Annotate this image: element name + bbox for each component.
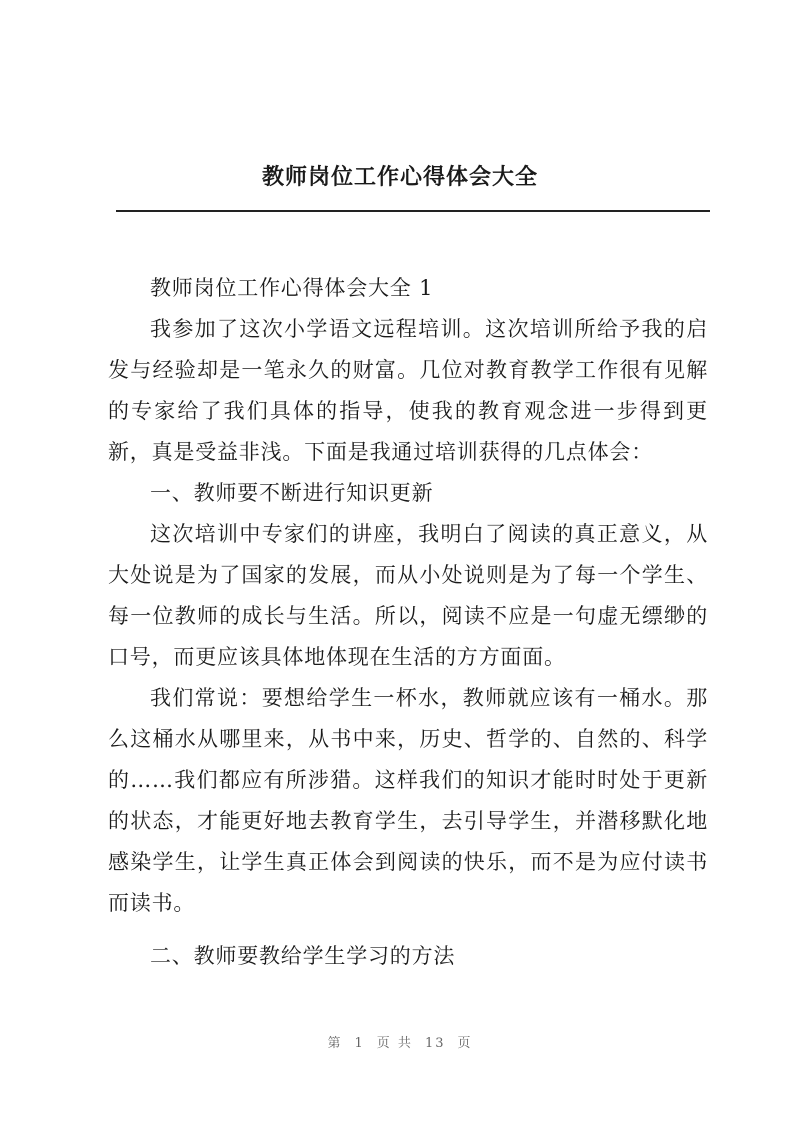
paragraph-knowledge: 我们常说：要想给学生一杯水，教师就应该有一桶水。那么这桶水从哪里来，从书中来，历史、哲学的、自然的、科学的……我们都应有所涉猎。这样我们的知识才能时时处于更新的状态，才能更好地去教育学生，去引导学生，并潜移默化地感染学生，让学生真正体会到阅读的快乐，而不是为应付读书而读书。 [108,686,708,915]
paragraph-intro: 我参加了这次小学语文远程培训。这次培训所给予我的启发与经验却是一笔永久的财富。几位对教育教学工作很有见解的专家给了我们具体的指导，使我的教育观念进一步得到更新，真是受益非浅。下面是我通过培训获得的几点体会： [108,317,708,464]
title-underline [116,210,710,212]
section-heading-2: 二、教师要教给学生学习的方法 [150,944,456,968]
footer-label-page: 第 [327,1036,343,1051]
subheading-part-1: 教师岗位工作心得体会大全 1 [150,276,434,300]
footer-current-page: 1 [354,1036,365,1051]
footer-total-pages: 13 [424,1036,446,1051]
footer-label-total: 页 共 [376,1036,413,1051]
document-body [108,268,708,977]
page-footer [0,1032,800,1051]
paragraph-reading: 这次培训中专家们的讲座，我明白了阅读的真正意义，从大处说是为了国家的发展，而从小处说则是为了每一个学生、每一位教师的成长与生活。所以，阅读不应是一句虚无缥缈的口号，而更应该具体地体现在生活的方方面面。 [108,522,708,669]
document-title: 教师岗位工作心得体会大全 [261,165,538,190]
section-heading-1: 一、教师要不断进行知识更新 [150,481,434,505]
footer-label-end: 页 [457,1036,473,1051]
